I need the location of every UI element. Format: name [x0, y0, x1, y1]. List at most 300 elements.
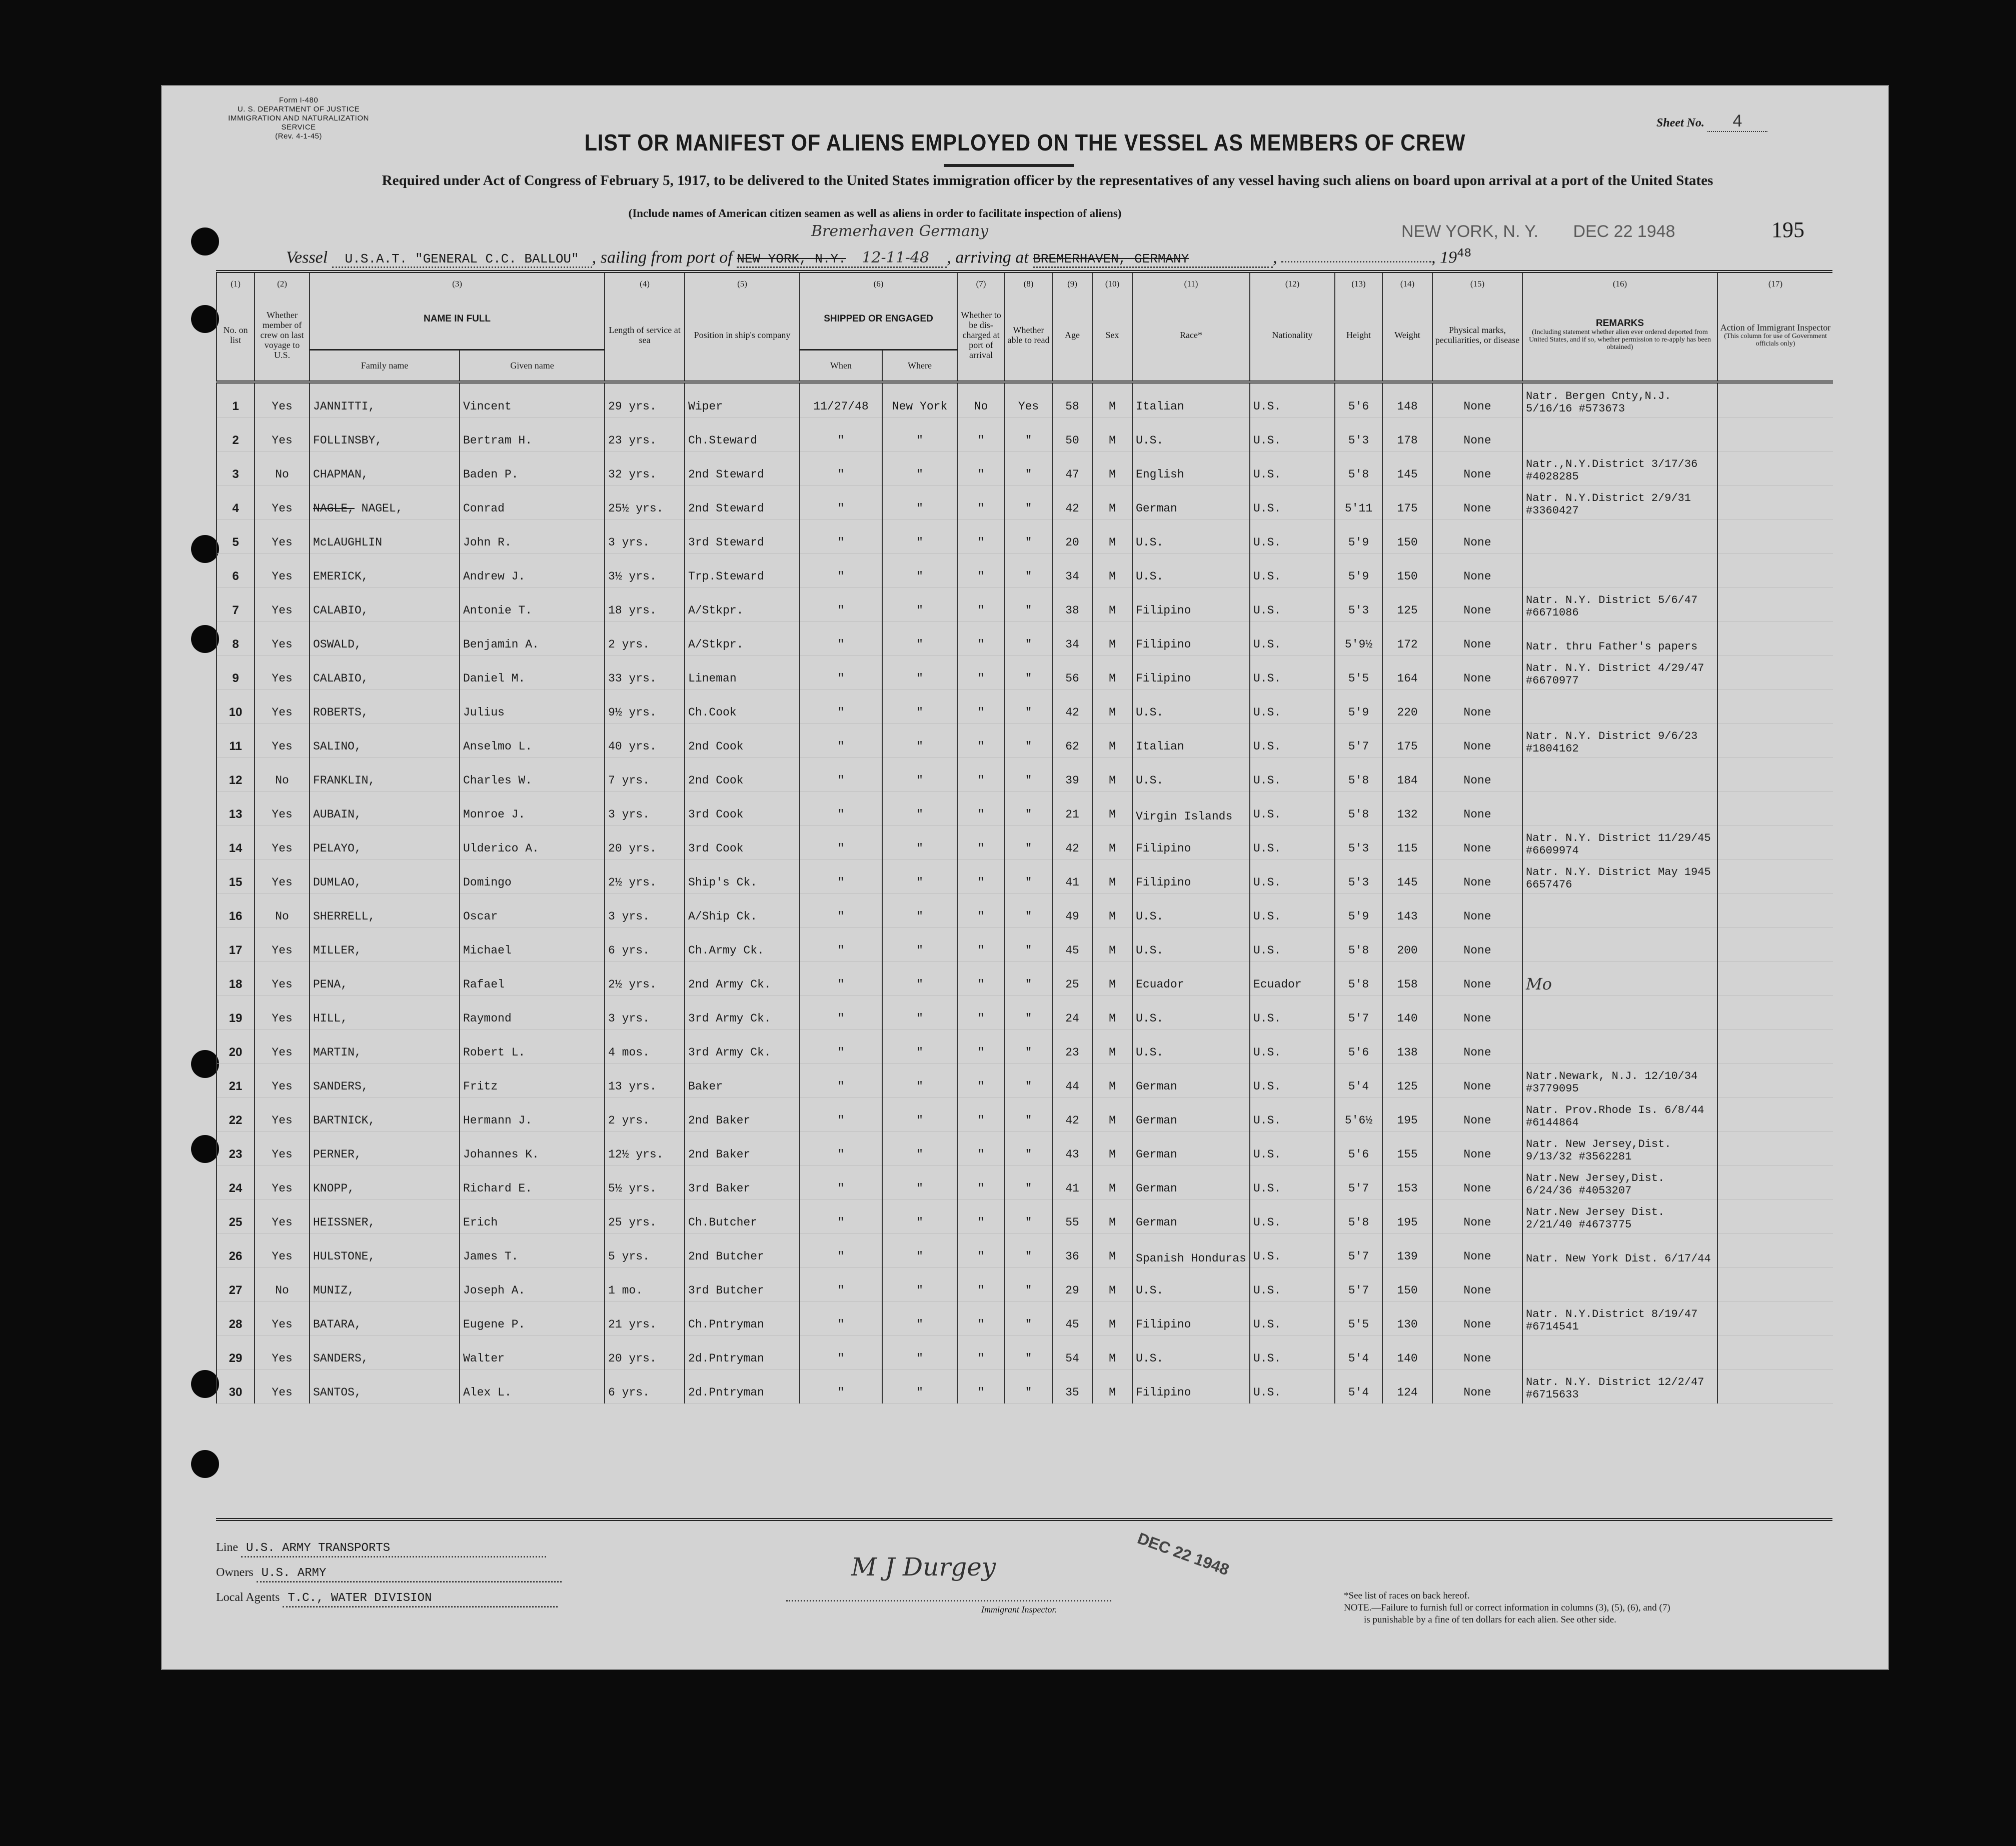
sailing-port-typed: NEW YORK, N.Y.	[737, 252, 846, 267]
row-number: 30	[217, 1370, 255, 1404]
shipped-when: "	[800, 690, 882, 724]
height: 5'8	[1335, 1200, 1382, 1234]
position: Trp.Steward	[685, 554, 800, 588]
sex: M	[1092, 1336, 1132, 1370]
length-of-service: 3 yrs.	[605, 996, 685, 1030]
row-number: 3	[217, 452, 255, 486]
position: 2d.Pntryman	[685, 1336, 800, 1370]
title-rule	[944, 164, 1074, 167]
include-instruction: (Include names of American citizen seamen as well as aliens in order to facilitate inspection of aliens)	[628, 207, 1122, 220]
last-voyage: Yes	[255, 486, 310, 520]
length-of-service: 13 yrs.	[605, 1064, 685, 1098]
table-row	[217, 1370, 1833, 1404]
nationality: U.S.	[1250, 1132, 1335, 1166]
row-number: 22	[217, 1098, 255, 1132]
shipped-where: "	[882, 486, 957, 520]
position: Ship's Ck.	[685, 860, 800, 894]
length-of-service: 33 yrs.	[605, 656, 685, 690]
nationality: U.S.	[1250, 1030, 1335, 1064]
inspector-action	[1717, 1132, 1833, 1166]
family-name: FOLLINSBY,	[310, 418, 460, 452]
height: 5'4	[1335, 1064, 1382, 1098]
shipped-when: "	[800, 418, 882, 452]
height: 5'6½	[1335, 1098, 1382, 1132]
family-name: McLAUGHLIN	[310, 520, 460, 554]
weight: 145	[1382, 452, 1432, 486]
nationality: U.S.	[1250, 1302, 1335, 1336]
length-of-service: 29 yrs.	[605, 382, 685, 418]
remarks-note: (Including statement whether alien ever ordered deported from United States, and if so, whether permission to re-apply has been obtained)	[1529, 328, 1711, 351]
race: U.S.	[1132, 1336, 1250, 1370]
age: 47	[1052, 452, 1092, 486]
nationality: U.S.	[1250, 826, 1335, 860]
table-row	[217, 452, 1833, 486]
physical-marks: None	[1432, 1166, 1522, 1200]
row-number: 23	[217, 1132, 255, 1166]
position: Ch.Army Ck.	[685, 928, 800, 962]
last-voyage: Yes	[255, 520, 310, 554]
able-to-read: "	[1005, 1200, 1052, 1234]
inspector-action	[1717, 418, 1833, 452]
inspector-action	[1717, 452, 1833, 486]
table-row	[217, 962, 1833, 996]
last-voyage: Yes	[255, 656, 310, 690]
table-row	[217, 996, 1833, 1030]
physical-marks: None	[1432, 486, 1522, 520]
arriving-label: , arriving at	[947, 248, 1029, 267]
able-to-read: "	[1005, 554, 1052, 588]
position: 2nd Cook	[685, 758, 800, 792]
shipped-where: "	[882, 928, 957, 962]
family-name: MARTIN,	[310, 1030, 460, 1064]
race: Filipino	[1132, 1302, 1250, 1336]
given-name: Eugene P.	[460, 1302, 605, 1336]
weight: 139	[1382, 1234, 1432, 1268]
family-name: AUBAIN,	[310, 792, 460, 826]
sex: M	[1092, 1064, 1132, 1098]
row-number: 16	[217, 894, 255, 928]
shipped-when: "	[800, 588, 882, 622]
inspector-action	[1717, 1370, 1833, 1404]
race: Italian	[1132, 382, 1250, 418]
col-num-13: (13)	[1335, 273, 1382, 289]
physical-marks: None	[1432, 520, 1522, 554]
shipped-when: "	[800, 894, 882, 928]
table-row	[217, 1064, 1833, 1098]
action-note: (This column for use of Government officials only)	[1724, 332, 1827, 348]
age: 24	[1052, 996, 1092, 1030]
penalty-note-cont: is punishable by a fine of ten dollars for each alien. See other side.	[1364, 1614, 1616, 1625]
last-voyage: No	[255, 452, 310, 486]
table-row	[217, 1166, 1833, 1200]
weight: 200	[1382, 928, 1432, 962]
physical-marks: None	[1432, 1336, 1522, 1370]
family-name: PERNER,	[310, 1132, 460, 1166]
remarks	[1522, 928, 1717, 962]
last-voyage: Yes	[255, 1166, 310, 1200]
family-name: SHERRELL,	[310, 894, 460, 928]
given-name: Erich	[460, 1200, 605, 1234]
manifest-sheet	[161, 85, 1889, 1670]
height: 5'9½	[1335, 622, 1382, 656]
weight: 125	[1382, 588, 1432, 622]
nationality: U.S.	[1250, 894, 1335, 928]
col-num-9: (9)	[1052, 273, 1092, 289]
given-name: Charles W.	[460, 758, 605, 792]
to-be-discharged: "	[957, 826, 1005, 860]
sex: M	[1092, 758, 1132, 792]
inspector-action	[1717, 1166, 1833, 1200]
col-num-17: (17)	[1717, 273, 1833, 289]
nationality: U.S.	[1250, 452, 1335, 486]
sex: M	[1092, 622, 1132, 656]
nationality: U.S.	[1250, 588, 1335, 622]
sex: M	[1092, 894, 1132, 928]
inspector-action	[1717, 894, 1833, 928]
shipped-when: 11/27/48	[800, 382, 882, 418]
row-number: 6	[217, 554, 255, 588]
given-name: Vincent	[460, 382, 605, 418]
shipped-where: "	[882, 554, 957, 588]
signature-line	[786, 1580, 1111, 1602]
position: 2nd Baker	[685, 1098, 800, 1132]
weight: 175	[1382, 724, 1432, 758]
header-height: Height	[1335, 289, 1382, 382]
age: 41	[1052, 1166, 1092, 1200]
last-voyage: Yes	[255, 860, 310, 894]
shipped-where: "	[882, 622, 957, 656]
sex: M	[1092, 860, 1132, 894]
race: U.S.	[1132, 928, 1250, 962]
nationality: U.S.	[1250, 520, 1335, 554]
family-name: ROBERTS,	[310, 690, 460, 724]
agents-value: T.C., WATER DIVISION	[283, 1591, 558, 1608]
table-row	[217, 486, 1833, 520]
height: 5'6	[1335, 1030, 1382, 1064]
given-name: Daniel M.	[460, 656, 605, 690]
to-be-discharged: "	[957, 486, 1005, 520]
last-voyage: Yes	[255, 554, 310, 588]
line-value: U.S. ARMY TRANSPORTS	[241, 1541, 546, 1558]
shipped-when: "	[800, 1302, 882, 1336]
to-be-discharged: "	[957, 520, 1005, 554]
row-number: 9	[217, 656, 255, 690]
physical-marks: None	[1432, 690, 1522, 724]
able-to-read: "	[1005, 724, 1052, 758]
length-of-service: 25 yrs.	[605, 1200, 685, 1234]
height: 5'5	[1335, 1302, 1382, 1336]
document-title: LIST OR MANIFEST OF ALIENS EMPLOYED ON THE VESSEL AS MEMBERS OF CREW	[584, 130, 1466, 156]
length-of-service: 2 yrs.	[605, 622, 685, 656]
length-of-service: 2½ yrs.	[605, 860, 685, 894]
weight: 164	[1382, 656, 1432, 690]
col-num-16: (16)	[1522, 273, 1717, 289]
inspector-action	[1717, 1268, 1833, 1302]
position: 3rd Butcher	[685, 1268, 800, 1302]
height: 5'9	[1335, 554, 1382, 588]
punch-hole	[191, 535, 219, 563]
shipped-when: "	[800, 826, 882, 860]
race: U.S.	[1132, 690, 1250, 724]
able-to-read: "	[1005, 758, 1052, 792]
table-row	[217, 1132, 1833, 1166]
given-name: Robert L.	[460, 1030, 605, 1064]
sheet-number-value: 4	[1707, 111, 1767, 132]
remarks: Natr. New York Dist. 6/17/44	[1522, 1234, 1717, 1268]
physical-marks: None	[1432, 1268, 1522, 1302]
nationality: U.S.	[1250, 622, 1335, 656]
inspector-action	[1717, 724, 1833, 758]
col-num-7: (7)	[957, 273, 1005, 289]
row-number: 14	[217, 826, 255, 860]
to-be-discharged: "	[957, 1200, 1005, 1234]
height: 5'7	[1335, 996, 1382, 1030]
position: 2nd Baker	[685, 1132, 800, 1166]
nationality: Ecuador	[1250, 962, 1335, 996]
able-to-read: "	[1005, 418, 1052, 452]
given-name: Walter	[460, 1336, 605, 1370]
shipped-where: "	[882, 690, 957, 724]
given-name: Michael	[460, 928, 605, 962]
able-to-read: "	[1005, 962, 1052, 996]
shipped-where: "	[882, 1030, 957, 1064]
family-name-value: NAGEL,	[361, 502, 403, 515]
remarks: Natr. N.Y. District 11/29/45 #6609974	[1522, 826, 1717, 860]
physical-marks: None	[1432, 382, 1522, 418]
weight: 143	[1382, 894, 1432, 928]
remarks	[1522, 554, 1717, 588]
shipped-when: "	[800, 1268, 882, 1302]
race: U.S.	[1132, 1030, 1250, 1064]
position: 2nd Army Ck.	[685, 962, 800, 996]
header-length-service: Length of service at sea	[605, 289, 685, 382]
age: 34	[1052, 622, 1092, 656]
family-name: SANDERS,	[310, 1064, 460, 1098]
height: 5'8	[1335, 792, 1382, 826]
remarks: Natr. N.Y. District 4/29/47 #6670977	[1522, 656, 1717, 690]
nationality: U.S.	[1250, 1166, 1335, 1200]
height: 5'3	[1335, 588, 1382, 622]
remarks	[1522, 1336, 1717, 1370]
age: 45	[1052, 928, 1092, 962]
able-to-read: "	[1005, 792, 1052, 826]
shipped-when: "	[800, 1132, 882, 1166]
remarks: Natr. N.Y. District 12/2/47 #6715633	[1522, 1370, 1717, 1404]
physical-marks: None	[1432, 1370, 1522, 1404]
table-row	[217, 1030, 1833, 1064]
remarks: Natr.,N.Y.District 3/17/36 #4028285	[1522, 452, 1717, 486]
shipped-when: "	[800, 452, 882, 486]
length-of-service: 20 yrs.	[605, 826, 685, 860]
col-num-10: (10)	[1092, 273, 1132, 289]
table-row	[217, 826, 1833, 860]
shipped-when: "	[800, 486, 882, 520]
position: 2nd Cook	[685, 724, 800, 758]
sex: M	[1092, 1030, 1132, 1064]
physical-marks: None	[1432, 996, 1522, 1030]
row-number: 12	[217, 758, 255, 792]
action-title: Action of Immigrant Inspector	[1720, 322, 1831, 332]
shipped-where: "	[882, 792, 957, 826]
header-physical-marks: Physical marks, peculiarities, or disease	[1432, 289, 1522, 382]
able-to-read: "	[1005, 1268, 1052, 1302]
given-name: John R.	[460, 520, 605, 554]
position: A/Stkpr.	[685, 588, 800, 622]
race: Filipino	[1132, 588, 1250, 622]
last-voyage: No	[255, 1268, 310, 1302]
row-number: 25	[217, 1200, 255, 1234]
to-be-discharged: "	[957, 690, 1005, 724]
position: 2d.Pntryman	[685, 1370, 800, 1404]
table-row	[217, 382, 1833, 418]
race: Filipino	[1132, 826, 1250, 860]
shipped-where: "	[882, 962, 957, 996]
given-name: Antonie T.	[460, 588, 605, 622]
shipped-where: "	[882, 996, 957, 1030]
department-name: U. S. DEPARTMENT OF JUSTICE	[237, 105, 360, 114]
given-name: Ulderico A.	[460, 826, 605, 860]
punch-hole	[191, 305, 219, 333]
weight: 155	[1382, 1132, 1432, 1166]
weight: 178	[1382, 418, 1432, 452]
family-name: JANNITTI,	[310, 382, 460, 418]
sex: M	[1092, 826, 1132, 860]
header-given-name: Given name	[460, 350, 605, 382]
inspector-action	[1717, 554, 1833, 588]
sex: M	[1092, 588, 1132, 622]
physical-marks: None	[1432, 656, 1522, 690]
shipped-where: "	[882, 1370, 957, 1404]
given-name: Julius	[460, 690, 605, 724]
weight: 115	[1382, 826, 1432, 860]
race: Filipino	[1132, 860, 1250, 894]
weight: 153	[1382, 1166, 1432, 1200]
race: U.S.	[1132, 520, 1250, 554]
punch-hole	[191, 1370, 219, 1398]
able-to-read: "	[1005, 1098, 1052, 1132]
weight: 125	[1382, 1064, 1432, 1098]
height: 5'3	[1335, 826, 1382, 860]
position: 3rd Baker	[685, 1166, 800, 1200]
nationality: U.S.	[1250, 1268, 1335, 1302]
physical-marks: None	[1432, 452, 1522, 486]
sailing-date: 12-11-48	[862, 249, 930, 267]
shipped-where: New York	[882, 382, 957, 418]
length-of-service: 2 yrs.	[605, 1098, 685, 1132]
vessel-line: Vessel U.S.A.T. "GENERAL C.C. BALLOU" , sailing from port of NEW YORK, N.Y. 12-11-48 , arriving at BREMERHAVEN, GERMANY , , $19^{48}$	[286, 244, 1471, 268]
height: 5'8	[1335, 758, 1382, 792]
length-of-service: 7 yrs.	[605, 758, 685, 792]
remarks	[1522, 894, 1717, 928]
shipped-when: "	[800, 724, 882, 758]
position: 3rd Steward	[685, 520, 800, 554]
inspector-label: Immigrant Inspector.	[981, 1604, 1057, 1614]
height: 5'8	[1335, 962, 1382, 996]
shipped-when: "	[800, 1336, 882, 1370]
position: 3rd Cook	[685, 792, 800, 826]
last-voyage: Yes	[255, 962, 310, 996]
remarks	[1522, 418, 1717, 452]
length-of-service: 5½ yrs.	[605, 1166, 685, 1200]
row-number: 17	[217, 928, 255, 962]
vessel-label: Vessel	[286, 248, 328, 267]
to-be-discharged: "	[957, 622, 1005, 656]
family-name: HEISSNER,	[310, 1200, 460, 1234]
able-to-read: "	[1005, 690, 1052, 724]
family-name: BATARA,	[310, 1302, 460, 1336]
last-voyage: No	[255, 894, 310, 928]
inspector-action	[1717, 690, 1833, 724]
length-of-service: 5 yrs.	[605, 1234, 685, 1268]
table-row	[217, 588, 1833, 622]
shipped-where: "	[882, 1064, 957, 1098]
shipped-where: "	[882, 520, 957, 554]
punch-hole	[191, 1450, 219, 1478]
remarks: Natr. N.Y. District 5/6/47 #6671086	[1522, 588, 1717, 622]
given-name: James T.	[460, 1234, 605, 1268]
age: 35	[1052, 1370, 1092, 1404]
sex: M	[1092, 690, 1132, 724]
sex: M	[1092, 656, 1132, 690]
weight: 195	[1382, 1200, 1432, 1234]
punch-hole	[191, 1135, 219, 1163]
remarks: Natr. Bergen Cnty,N.J. 5/16/16 #573673	[1522, 382, 1717, 418]
race: German	[1132, 1166, 1250, 1200]
header-family-name: Family name	[310, 350, 460, 382]
col-num-15: (15)	[1432, 273, 1522, 289]
sex: M	[1092, 962, 1132, 996]
family-name: CALABIO,	[310, 588, 460, 622]
last-voyage: No	[255, 758, 310, 792]
last-voyage: Yes	[255, 1336, 310, 1370]
inspector-action	[1717, 382, 1833, 418]
table-row	[217, 554, 1833, 588]
sex: M	[1092, 1132, 1132, 1166]
length-of-service: 2½ yrs.	[605, 962, 685, 996]
table-row	[217, 1302, 1833, 1336]
header-position: Position in ship's company	[685, 289, 800, 382]
length-of-service: 40 yrs.	[605, 724, 685, 758]
physical-marks: None	[1432, 622, 1522, 656]
physical-marks: None	[1432, 928, 1522, 962]
age: 25	[1052, 962, 1092, 996]
shipped-where: "	[882, 860, 957, 894]
family-name: HULSTONE,	[310, 1234, 460, 1268]
age: 50	[1052, 418, 1092, 452]
race: German	[1132, 1132, 1250, 1166]
last-voyage: Yes	[255, 1098, 310, 1132]
age: 20	[1052, 520, 1092, 554]
family-name: HILL,	[310, 996, 460, 1030]
height: 5'9	[1335, 690, 1382, 724]
weight: 220	[1382, 690, 1432, 724]
sex: M	[1092, 382, 1132, 418]
given-name: Oscar	[460, 894, 605, 928]
race: English	[1132, 452, 1250, 486]
nationality: U.S.	[1250, 656, 1335, 690]
height: 5'6	[1335, 1132, 1382, 1166]
family-name: OSWALD,	[310, 622, 460, 656]
header-weight: Weight	[1382, 289, 1432, 382]
shipped-where: "	[882, 1234, 957, 1268]
shipped-when: "	[800, 1166, 882, 1200]
given-name: Domingo	[460, 860, 605, 894]
position: Ch.Pntryman	[685, 1302, 800, 1336]
last-voyage: Yes	[255, 622, 310, 656]
to-be-discharged: "	[957, 1268, 1005, 1302]
nationality: U.S.	[1250, 554, 1335, 588]
weight: 138	[1382, 1030, 1432, 1064]
